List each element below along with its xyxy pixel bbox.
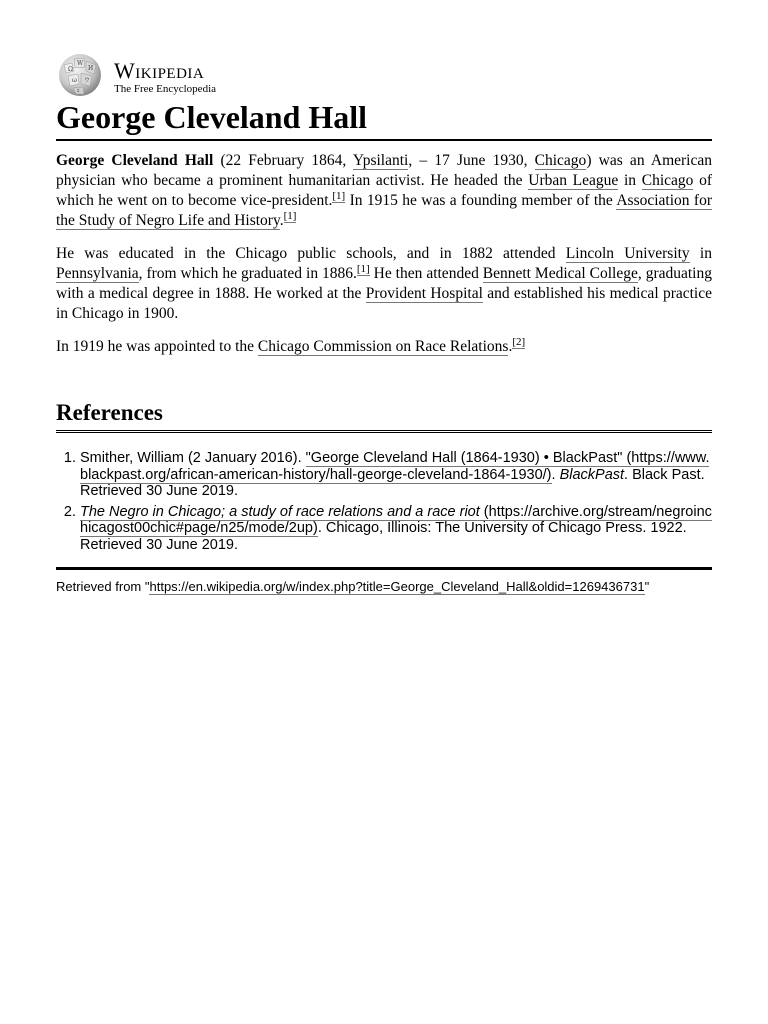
- page: [56, 52, 712, 594]
- footer-divider: [56, 567, 712, 570]
- page-title: George Cleveland Hall: [56, 98, 712, 141]
- link-association[interactable]: Association for the Study of Negro Life and History: [56, 192, 712, 229]
- link-chicago-2[interactable]: Chicago: [641, 172, 694, 189]
- reference-link-1[interactable]: "George Cleveland Hall (1864-1930) • BlackPast" (https://www.blackpast.org/african-american-history/hall-george-cleveland-1864-1930/): [80, 450, 710, 483]
- paragraph-1: [56, 151, 712, 231]
- text: , – 17 June 1930,: [408, 152, 535, 169]
- link-provident-hospital[interactable]: Provident Hospital: [365, 285, 483, 302]
- text: of which he went on to become vice-president.: [56, 172, 713, 209]
- citation-link-2[interactable]: [2]: [512, 335, 526, 348]
- citation-1c: [357, 263, 370, 276]
- text: (22 February 1864,: [213, 152, 353, 169]
- link-bennett-medical-college[interactable]: Bennett Medical College: [482, 265, 638, 282]
- references-heading: References: [56, 399, 712, 433]
- references-list: [56, 450, 712, 553]
- wikipedia-globe-icon: [56, 53, 104, 97]
- svg-text:Ω: Ω: [68, 66, 73, 73]
- wikipedia-logo[interactable]: [56, 52, 712, 98]
- text: ": [644, 579, 650, 594]
- text: He was educated in the Chicago public schools, and in 1882 attended: [56, 245, 566, 262]
- citation-1: [332, 190, 345, 203]
- text: . Chicago, Illinois: The University of Chicago Press. 1922. Retrieved 30 June 2019.: [80, 520, 687, 553]
- citation-2: [512, 336, 525, 349]
- text: In 1915 he was a founding member of the: [345, 192, 617, 209]
- text: Smither, William (2 January 2016).: [80, 450, 306, 466]
- text: ) was an American physician who became a prominent humanitarian activist. He headed the: [56, 152, 712, 189]
- svg-text:И: И: [88, 65, 94, 72]
- text: , from which he graduated in 1886.: [138, 265, 357, 282]
- link-chicago-commission[interactable]: Chicago Commission on Race Relations: [257, 338, 509, 355]
- paragraph-3: [56, 337, 712, 357]
- text: and established his medical practice in Chicago in 1900.: [56, 285, 712, 322]
- reference-link-2[interactable]: (https://archive.org/stream/negroinchicagost00chic#page/n25/mode/2up): [80, 503, 712, 536]
- reference-work-title: BlackPast: [559, 466, 625, 483]
- retrieved-url-link[interactable]: https://en.wikipedia.org/w/index.php?title=George_Cleveland_Hall&oldid=1269436731: [149, 579, 645, 594]
- svg-text:ω: ω: [72, 77, 77, 84]
- text: .: [551, 466, 560, 483]
- wordmark-title: Wikipedia: [114, 57, 205, 83]
- link-chicago[interactable]: Chicago: [534, 152, 587, 169]
- citation-link-1c[interactable]: [1]: [356, 262, 370, 275]
- svg-text:ב: ב: [77, 88, 80, 94]
- retrieved-from: [56, 579, 712, 594]
- text: .: [279, 212, 284, 229]
- paragraph-2: [56, 244, 712, 324]
- citation-1b: [284, 210, 297, 223]
- citation-link-1[interactable]: [1]: [332, 189, 346, 202]
- citation-link-1b[interactable]: [1]: [283, 209, 297, 222]
- reference-title: The Negro in Chicago; a study of race relations and a race riot: [80, 503, 480, 520]
- text: in: [689, 245, 712, 262]
- wordmark: [114, 56, 216, 95]
- reference-title-link-2[interactable]: [80, 504, 480, 521]
- link-lincoln-university[interactable]: Lincoln University: [565, 245, 690, 262]
- text: Retrieved from ": [56, 579, 150, 594]
- link-urban-league[interactable]: Urban League: [528, 172, 619, 189]
- text: , graduating with a medical degree in 1888. He worked at the: [56, 265, 712, 302]
- reference-item-1: [80, 450, 712, 500]
- reference-item-2: [80, 504, 712, 554]
- text: He then attended: [369, 265, 483, 282]
- text: . Black Past. Retrieved 30 June 2019.: [80, 466, 705, 499]
- wordmark-tagline: The Free Encyclopedia: [114, 82, 217, 95]
- svg-text:W: W: [77, 60, 84, 67]
- link-pennsylvania[interactable]: Pennsylvania: [56, 265, 139, 282]
- article-body: [56, 151, 712, 357]
- svg-text:ウ: ウ: [84, 77, 91, 84]
- text: .: [508, 338, 513, 355]
- text: In 1919 he was appointed to the: [56, 338, 258, 355]
- text: in: [618, 172, 642, 189]
- article-subject: George Cleveland Hall: [56, 152, 214, 169]
- link-ypsilanti[interactable]: Ypsilanti: [352, 152, 409, 169]
